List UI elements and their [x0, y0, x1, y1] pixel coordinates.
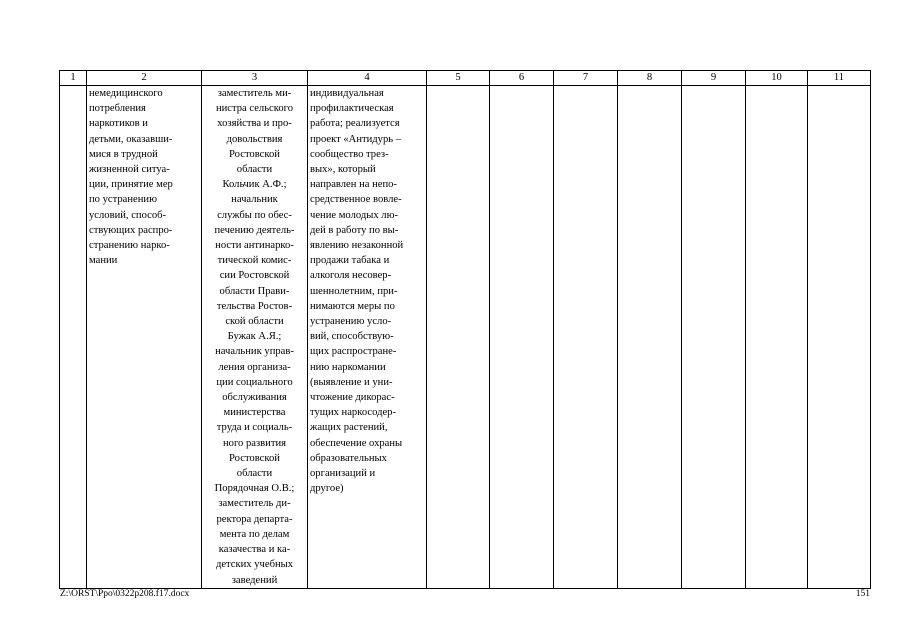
cell-col-11 [808, 86, 871, 589]
text-line: шеннолетним, при- [310, 285, 398, 297]
column-header-11: 11 [808, 71, 871, 86]
column-header-5: 5 [427, 71, 490, 86]
text-line: тической комис- [217, 255, 292, 267]
cell-col-5 [427, 86, 490, 589]
text-line: детьми, оказавши- [89, 133, 173, 145]
text-line: мании [89, 255, 118, 267]
text-line: заместитель ми- [217, 88, 292, 99]
column-header-6: 6 [490, 71, 554, 86]
text-line: ции, принятие мер [89, 179, 173, 191]
text-line: странению нарко- [89, 240, 170, 252]
text-line: условий, способ- [89, 209, 167, 221]
text-line: немедицинского [89, 88, 163, 99]
text-line: по устранению [89, 194, 157, 206]
text-line: чение молодых лю- [310, 209, 399, 221]
text-line: жащих растений, [310, 422, 388, 434]
responsible-text [204, 86, 305, 588]
text-line: области [236, 468, 273, 480]
text-line: индивидуальная [310, 88, 384, 99]
text-line: сообщество трез- [310, 148, 389, 160]
text-line: организаций и [310, 468, 376, 480]
cell-col-3-responsible [202, 86, 308, 589]
measures-table [59, 70, 871, 589]
text-line: средственное вовле- [310, 194, 402, 206]
text-line: области [236, 164, 273, 176]
result-text [310, 86, 424, 496]
text-line: ного развития [222, 437, 287, 449]
text-line: начальник управ- [215, 346, 294, 358]
text-line: направлен на непо- [310, 179, 397, 191]
column-header-3: 3 [202, 71, 308, 86]
text-line: продажи табака и [310, 255, 390, 267]
column-header-4: 4 [308, 71, 427, 86]
text-line: начальник [231, 194, 278, 206]
text-line: обслуживания [222, 392, 287, 404]
text-line: проект «Антидурь – [310, 133, 402, 145]
text-line: наркотиков и [89, 118, 148, 130]
text-line: службы по обес- [217, 209, 292, 221]
column-header-9: 9 [682, 71, 746, 86]
text-line: детских учебных [215, 559, 294, 571]
text-line: мента по делам [219, 528, 290, 540]
text-line: мися в трудной [89, 148, 158, 160]
text-line: Порядочная О.В.; [214, 483, 295, 495]
column-header-2: 2 [87, 71, 202, 86]
text-line: нимаются меры по [310, 300, 395, 312]
text-line: вий, способствую- [310, 331, 394, 343]
cell-col-1 [60, 86, 87, 589]
header-row [60, 71, 871, 86]
column-header-7: 7 [554, 71, 618, 86]
text-line: работа; реализуется [310, 118, 400, 130]
column-header-10: 10 [746, 71, 808, 86]
cell-col-6 [490, 86, 554, 589]
text-line: вых», который [310, 164, 376, 176]
cell-col-2-measure [87, 86, 202, 589]
text-line: профилактическая [310, 103, 394, 115]
text-line: тельства Ростов- [216, 300, 293, 312]
text-line: труда и социаль- [216, 422, 293, 434]
text-line: Ростовской [229, 452, 280, 464]
footer-page-number: 151 [855, 589, 870, 599]
cell-col-8 [618, 86, 682, 589]
cell-col-7 [554, 86, 618, 589]
text-line: казачества и ка- [218, 544, 291, 556]
text-line: Бужак А.Я.; [227, 331, 282, 343]
text-line: ректора департа- [216, 513, 293, 525]
text-line: другое) [310, 483, 344, 495]
cell-col-10 [746, 86, 808, 589]
text-line: заместитель ди- [218, 498, 291, 510]
column-header-1: 1 [60, 71, 87, 86]
text-line: щих распростране- [310, 346, 397, 358]
cell-col-4-result [308, 86, 427, 589]
text-line: (выявление и уни- [310, 376, 393, 388]
text-line: потребления [89, 103, 146, 115]
text-line: заведений [231, 574, 278, 586]
text-line: Ростовской [229, 148, 280, 160]
text-line: образовательных [310, 452, 387, 464]
text-line: сии Ростовской [219, 270, 290, 282]
text-line: обеспечение охраны [310, 437, 403, 449]
text-line: устранению усло- [310, 316, 392, 328]
text-line: хозяйства и про- [217, 118, 292, 130]
text-line: тущих наркосодер- [310, 407, 397, 419]
text-line: жизненной ситуа- [89, 164, 170, 176]
text-line: ции социального [216, 376, 293, 388]
text-line: ности антинарко- [215, 240, 294, 252]
text-line: ления организа- [218, 361, 291, 373]
text-line: алкоголя несовер- [310, 270, 392, 282]
cell-col-9 [682, 86, 746, 589]
footer-file-path: Z:\ORST\Ppo\0322p208.f17.docx [60, 589, 190, 599]
text-line: явлению незаконной [310, 240, 404, 252]
text-line: печению деятель- [214, 224, 295, 236]
text-line: области Прави- [219, 285, 290, 297]
measure-text [89, 86, 199, 268]
text-line: ской области [225, 316, 284, 328]
text-line: ствующих распро- [89, 224, 173, 236]
text-line: министерства [223, 407, 286, 419]
text-line: дей в работу по вы- [310, 224, 399, 236]
text-line: чтожение дикорас- [310, 392, 395, 404]
text-line: довольствия [226, 133, 283, 145]
table-row [60, 86, 871, 589]
text-line: нию наркомании [310, 361, 386, 373]
text-line: нистра сельского [215, 103, 294, 115]
text-line: Кольчик А.Ф.; [222, 179, 287, 191]
column-header-8: 8 [618, 71, 682, 86]
